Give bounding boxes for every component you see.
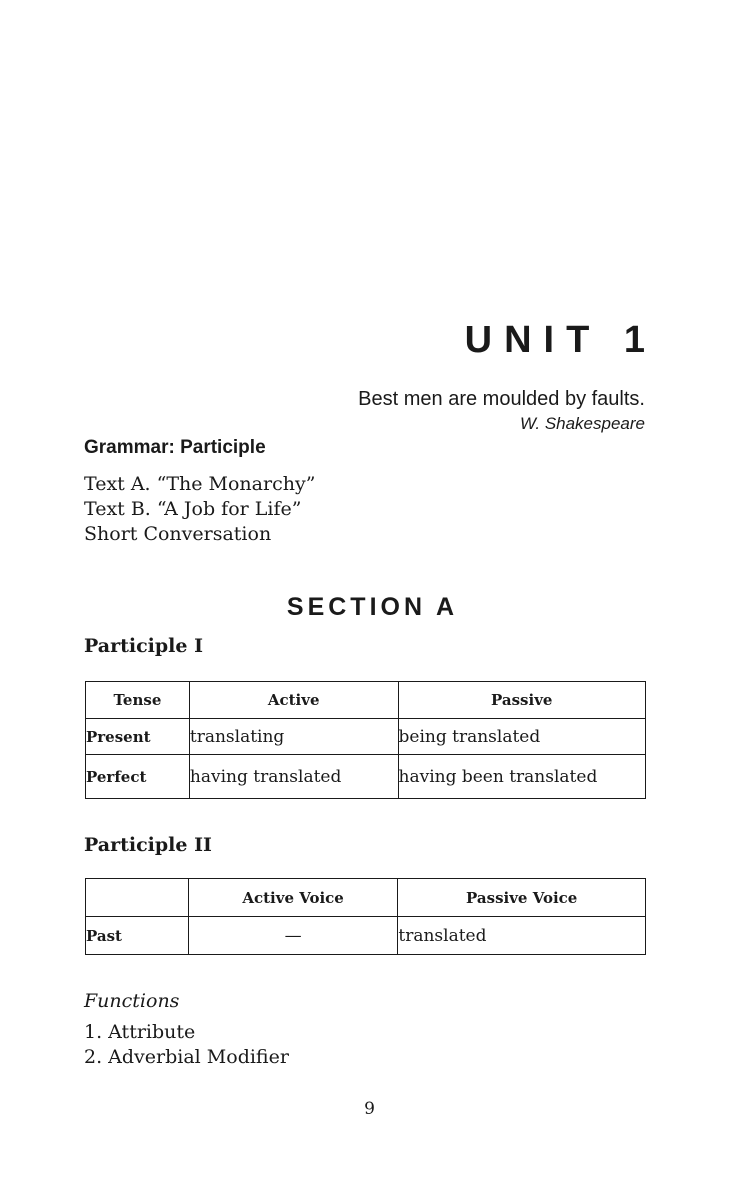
grammar-heading: Grammar: Participle: [84, 437, 266, 458]
column-header-passive-voice: Passive Voice: [398, 879, 646, 917]
epigraph-author: W. Shakespeare: [519, 414, 645, 433]
table-header-row: [86, 682, 646, 719]
contents-item-conversation: Short Conversation: [84, 523, 272, 545]
participle-1-heading: Participle I: [84, 635, 203, 657]
cell-past-active: —: [188, 917, 398, 955]
row-label-perfect: Perfect: [86, 755, 190, 799]
cell-past-passive: translated: [398, 917, 646, 955]
row-label-past: Past: [86, 917, 189, 955]
table-header-row: [86, 879, 646, 917]
functions-heading: Functions: [84, 990, 180, 1012]
column-header-passive: Passive: [398, 682, 646, 719]
participle-2-table: [85, 878, 646, 955]
participle-2-heading: Participle II: [84, 834, 212, 856]
list-item: 1. Attribute: [84, 1021, 196, 1043]
table-row: [86, 755, 646, 799]
unit-contents-list: [84, 472, 315, 547]
contents-item-text-a: Text A. “The Monarchy”: [84, 473, 316, 495]
page-number: 9: [364, 1099, 375, 1119]
cell-present-active: translating: [189, 719, 398, 755]
table-row: [86, 719, 646, 755]
column-header-empty: [86, 879, 189, 917]
section-title: SECTION A: [286, 593, 459, 621]
list-item: 2. Adverbial Modifier: [84, 1046, 289, 1068]
cell-present-passive: being translated: [398, 719, 646, 755]
column-header-tense: Tense: [86, 682, 190, 719]
contents-item-text-b: Text B. “A Job for Life”: [84, 498, 302, 520]
epigraph-quote: Best men are moulded by faults.: [358, 388, 645, 410]
column-header-active: Active: [189, 682, 398, 719]
functions-list: [84, 1020, 289, 1070]
column-header-active-voice: Active Voice: [188, 879, 398, 917]
row-label-present: Present: [86, 719, 190, 755]
participle-1-table: [85, 681, 646, 799]
table-row: [86, 917, 646, 955]
cell-perfect-passive: having been translated: [398, 755, 646, 799]
unit-title: UNIT 1: [464, 319, 657, 361]
cell-perfect-active: having translated: [189, 755, 398, 799]
